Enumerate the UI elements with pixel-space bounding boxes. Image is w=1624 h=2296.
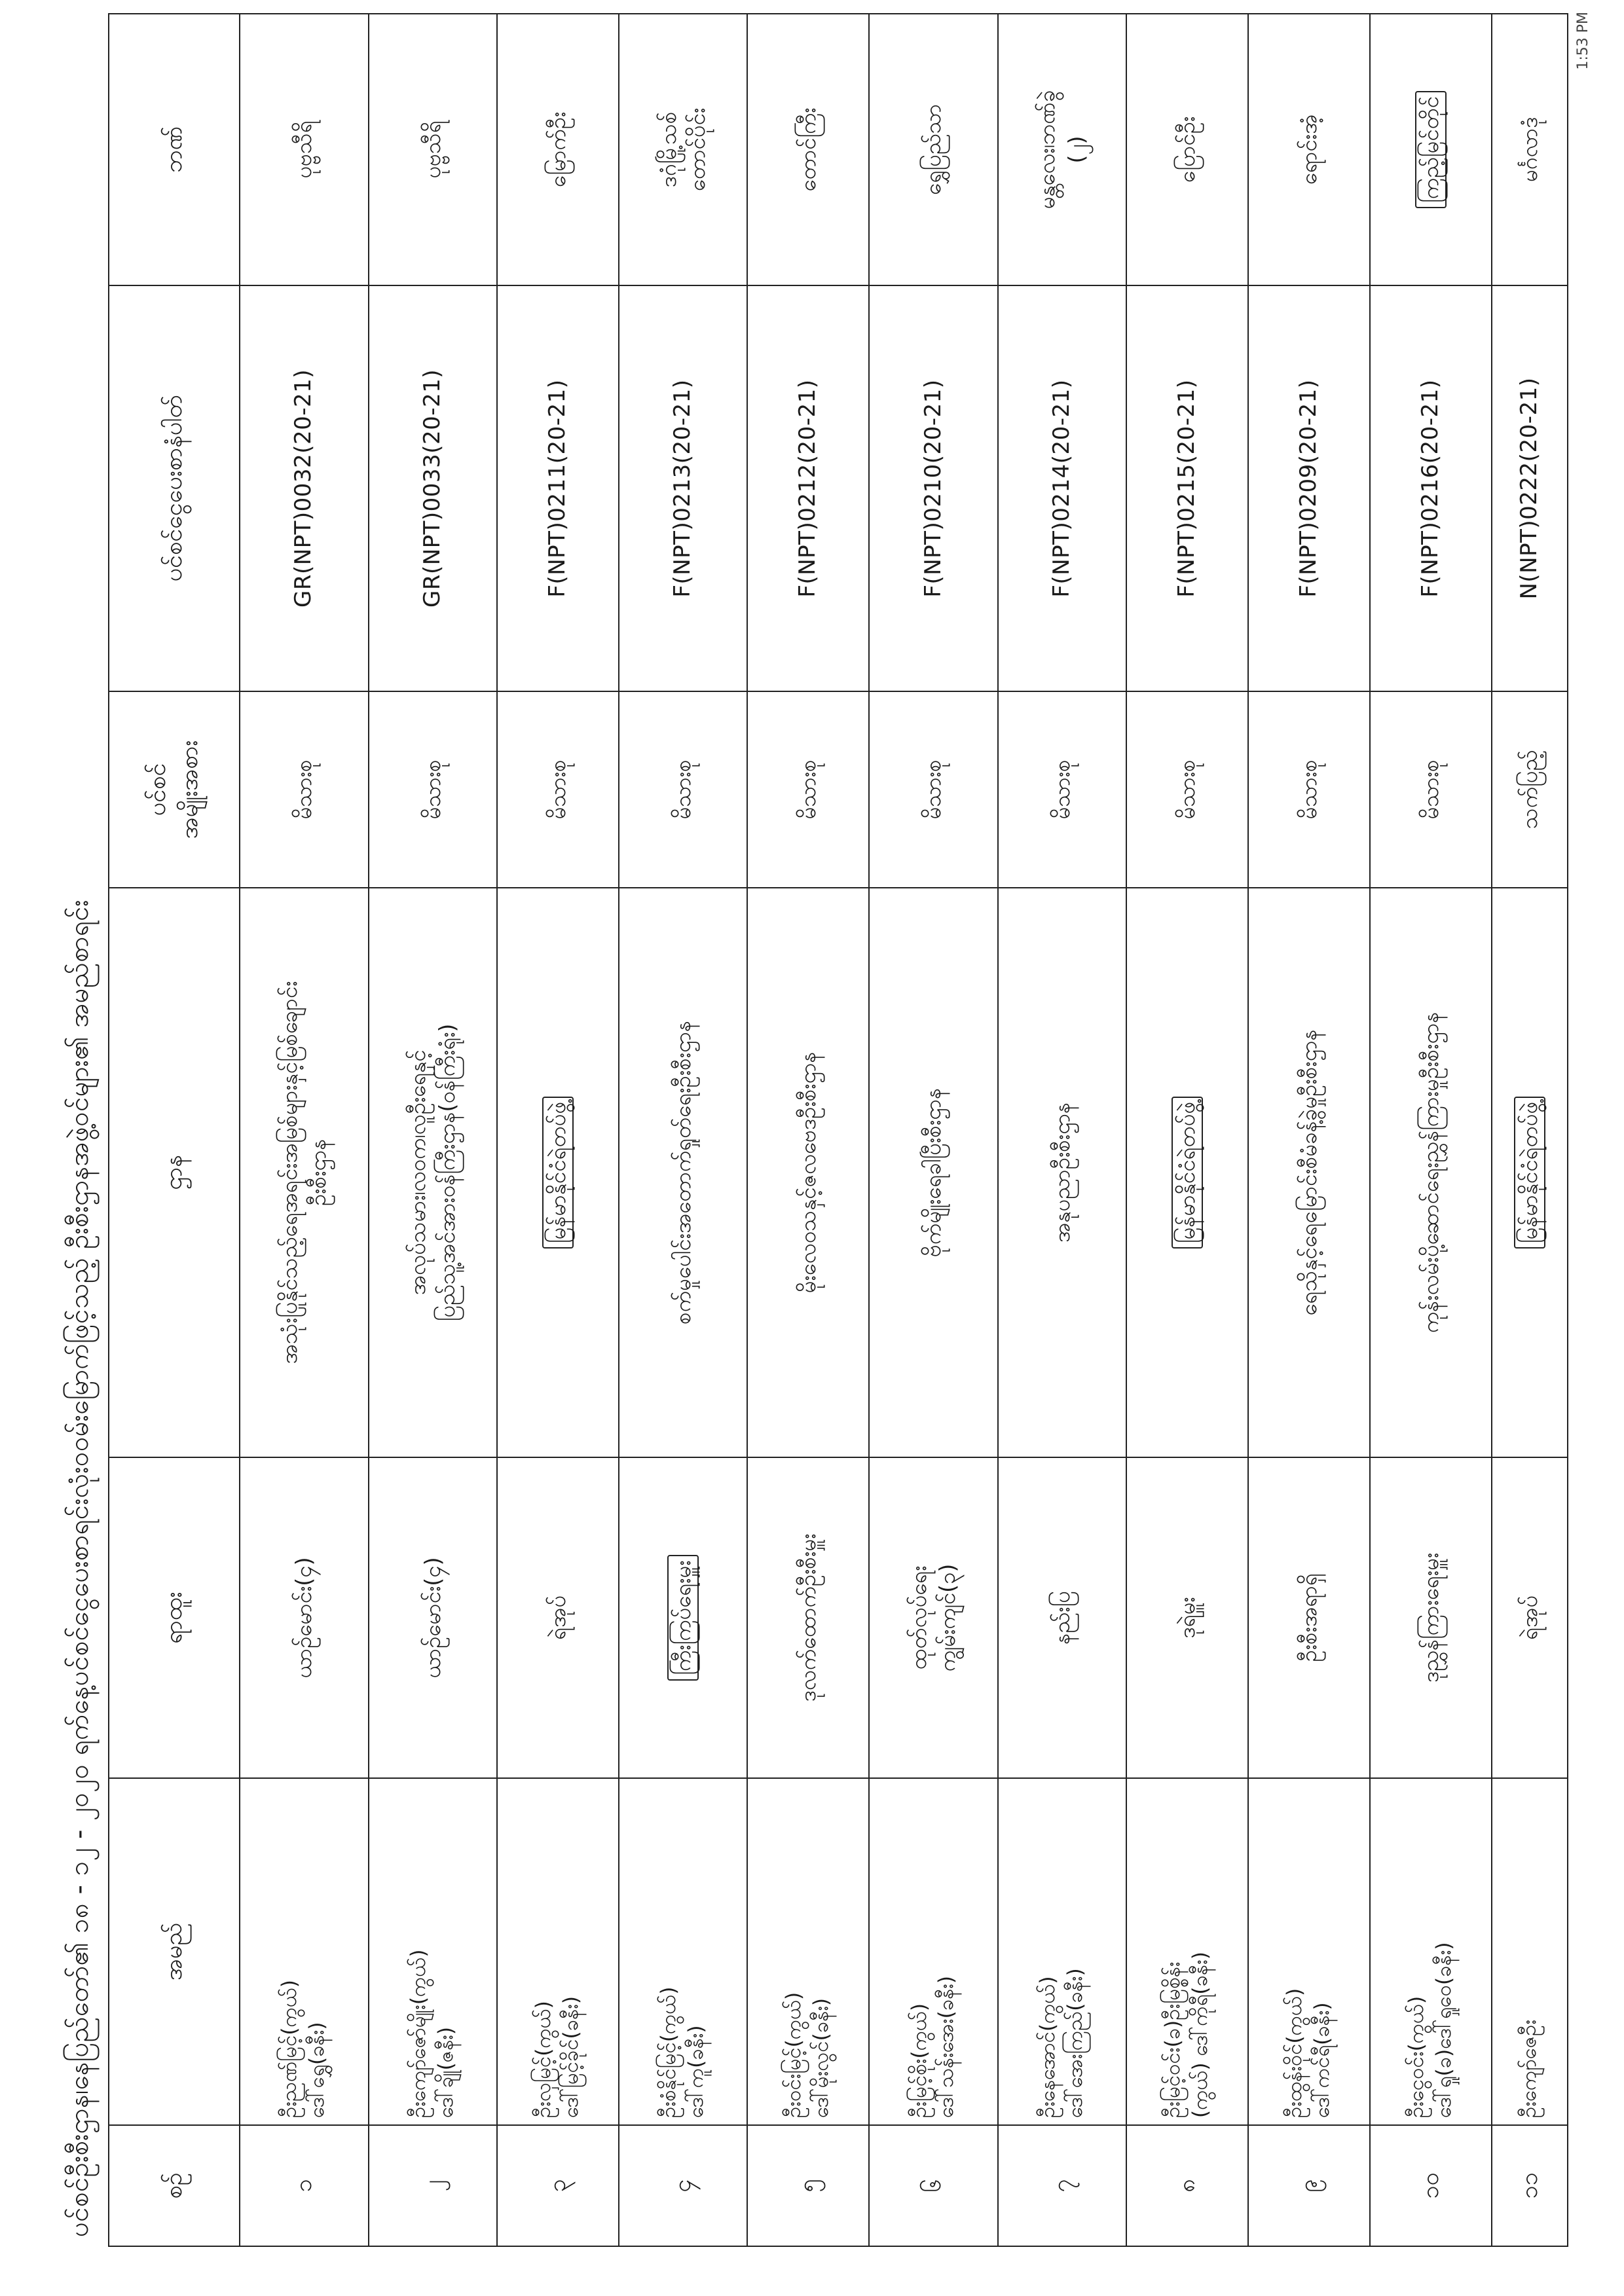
row-department: မိုးလေဝသနှင့်ဇလဗေဒဦးစီးဌာန <box>747 888 869 1457</box>
row-bank: မြောက်ဦး <box>497 14 619 285</box>
row-number: ၉ <box>1248 2125 1370 2246</box>
timestamp: 1:53 PM <box>1575 12 1591 70</box>
row-number: ၅ <box>747 2125 869 2246</box>
row-rank: ရဲအုပ် <box>1492 1457 1568 1778</box>
row-permit-number: F(NPT)0209(20-21) <box>1248 285 1370 691</box>
row-bank <box>1370 14 1492 285</box>
row-department: ကုန်းလမ်းပို့ဆောင်ရေးညွှန်ကြားမှုဦးစီးဌာန <box>1370 888 1492 1457</box>
row-number: ၂ <box>369 2125 498 2246</box>
row-bank: ပုဗ္ဗသီရိ <box>240 14 369 285</box>
row-pension-type: မိသားစု <box>1126 691 1248 888</box>
row-number: ၃ <box>497 2125 619 2246</box>
table-row <box>998 14 1127 2246</box>
row-pension-type: မိသားစု <box>747 691 869 888</box>
table-body <box>240 14 1568 2246</box>
row-rank: ရဲအုပ် <box>497 1457 619 1778</box>
row-bank: ပုဗ္ဗသီရိ <box>369 14 498 285</box>
row-name: ဦးဝင်းမြင့်(ကွယ်) ဒေါ်မိုးလွင်(ခနီး) <box>747 1778 869 2125</box>
row-permit-number: N(NPT)0222(20-21) <box>1492 285 1568 691</box>
row-pension-type: မိသားစု <box>497 691 619 888</box>
row-bank: ပြောင်ဦး <box>1126 14 1248 285</box>
row-rank-boxed-text: ကြီးကြပ်ရေးမှူး <box>667 1555 699 1680</box>
row-department: အသုံးပြုနိုင်သည့်ရေအရင်းအမြစ်များနှင့်မြစ်ချောင်း ဦးစီးဌာန <box>240 888 369 1457</box>
row-bank: တောင်ကြီး <box>747 14 869 285</box>
row-name: ဦးနေအောင်(ကွယ်) ဒေါ်အေးကြည်(ခနီး) <box>998 1778 1127 2125</box>
header-permit-number: ပင်စင်ငွေပေးစာနံပါတ် <box>109 285 240 691</box>
table-header-row <box>109 14 240 2246</box>
row-name: ဦးငွေဝင်း(ကွယ်) ဒေါ်ရှု(ခ)ဒေါ်ရှုဝေ(ခနီး) <box>1370 1778 1492 2125</box>
row-name: ဦးစံနိုင်မြင့်(ကွယ်) ဒေါ်ကူ(ခနီး) <box>619 1778 748 2125</box>
row-permit-number: F(NPT)0216(20-21) <box>1370 285 1492 691</box>
row-name: ဦးထွန်းဝိုင်(ကွယ်) ဒေါ်ကင်ရီ(ခနီး) <box>1248 1778 1370 2125</box>
row-rank: ဒုညွှန်ကြားရေးမှူး <box>1370 1457 1492 1778</box>
header-pension-type: ပင်စင် အမျိုးအစား <box>109 691 240 888</box>
row-number: ၁၁ <box>1492 2125 1568 2246</box>
row-pension-type: မိသားစု <box>1370 691 1492 888</box>
row-rank <box>619 1457 748 1778</box>
document-title: ပင်စင်ဦးစီးဌာန၊နေပြည်တော်၏ ၁၈ - ၁၂ - ၂၀၂၀ ရက်နေ့ပင်စင်ငွေပေးစာရင်းလုံးဝဝမ်းမြောက်ဖြင့်သည့် ဦးစီးဌာနအဖွဲ့ဝင်များ၏ အမည်စာရင်း <box>64 900 94 2237</box>
row-department <box>497 888 619 1457</box>
row-department: စက်မှုပေါင်းအတောက်ရှုတ်ရေးဦးစီးဌာန <box>619 888 748 1457</box>
row-permit-number: F(NPT)0215(20-21) <box>1126 285 1248 691</box>
row-name: ဦးလှမြင့်(ကွယ်) ဒေါ်မြင့်ခိုင်(ခနီး) <box>497 1778 619 2125</box>
row-pension-type: မိသားစု <box>369 691 498 888</box>
row-department: အနုပညာဦးစီးဌာန <box>998 888 1127 1457</box>
row-permit-number: F(NPT)0211(20-21) <box>497 285 619 691</box>
table-row <box>619 14 748 2246</box>
row-department <box>1126 888 1248 1457</box>
row-number: ၇ <box>998 2125 1127 2246</box>
row-rank: ဦးစီးအရာရှိ <box>1248 1457 1370 1778</box>
header-name: အမည် <box>109 1778 240 2125</box>
header-bank: ဘဏ် <box>109 14 240 285</box>
row-name: ဦးကျော်ဇေဦး <box>1492 1778 1568 2125</box>
row-rank: ဒုရဲမှူး <box>1126 1457 1248 1778</box>
row-permit-number: F(NPT)0210(20-21) <box>869 285 998 691</box>
row-department-boxed-text: မြန်မာနိုင်ငံရဲတပ်ဖွဲ့ <box>1514 1097 1546 1248</box>
row-pension-type: သက်ပြည့် <box>1492 691 1568 888</box>
row-name: ဦးညဏ်မြင့်(ကွယ်) ဒေါ်ရွှေ(ခနီး) <box>240 1778 369 2125</box>
row-bank: မန္တလေး၊ဘဏ်ခွဲ (၂) <box>998 14 1127 285</box>
row-bank-boxed-text: ကြည့်မြင်တိုင် <box>1415 91 1447 208</box>
table-row <box>1126 14 1248 2246</box>
row-department: အလုပ်သမား၊လဝက၊လူဦးရေနှင့် ပြည်သူ့အင်အားဝန်ကြီးဌာန(ဝန်ကြီးရုံး) <box>369 888 498 1457</box>
row-number: ၈ <box>1126 2125 1248 2246</box>
row-pension-type: မိသားစု <box>240 691 369 888</box>
header-rank: ရာထူး <box>109 1457 240 1778</box>
row-rank: နည်းပြ <box>998 1457 1127 1778</box>
row-name: ဦးမြင့်ဝင်း(ခ)ဦးမြစ္စိန်း (ကွယ်) ဒေါ်ကိုရီ(ခနီး) <box>1126 1778 1248 2125</box>
table-row <box>1492 14 1568 2246</box>
row-permit-number: F(NPT)0212(20-21) <box>747 285 869 691</box>
row-permit-number: F(NPT)0214(20-21) <box>998 285 1127 691</box>
row-rank: ဒုလက်ထောက်ဦးစီးမှူး <box>747 1457 869 1778</box>
table-row <box>1370 14 1492 2246</box>
row-number: ၆ <box>869 2125 998 2246</box>
row-department-boxed-text: မြန်မာနိုင်ငံရဲတပ်ဖွဲ့ <box>1172 1097 1204 1248</box>
row-name: ဦးမြင့်စိုး(ကွယ်) ဒေါ်သန်းအေး(ခနီး) <box>869 1778 998 2125</box>
table-row <box>747 14 869 2246</box>
table-row <box>869 14 998 2246</box>
header-department: ဌာန <box>109 888 240 1457</box>
pension-table <box>108 13 1568 2247</box>
row-rank: ယာဉ်မောင်း(၄) <box>240 1457 369 1778</box>
table-row <box>1248 14 1370 2246</box>
row-name: ဦးကျော်ဇော်မျိုး(ကွယ်) ဒေါ်ချို(ဇနီး) <box>369 1778 498 2125</box>
row-department: ရေသိုနှင့်ရေမြောင်းစီမံခန့်ခွဲမှုဦးစီးဌာန <box>1248 888 1370 1457</box>
row-department: ဗိုက်မျိုးရေခါပြီးစီးဌာန <box>869 888 998 1457</box>
row-bank: ရောင်းအံ့ <box>1248 14 1370 285</box>
row-permit-number: GR(NPT)0032(20-21) <box>240 285 369 691</box>
row-pension-type: မိသားစု <box>869 691 998 888</box>
row-department <box>1492 888 1568 1457</box>
row-bank: မင်္ဂလာဒုံ <box>1492 14 1568 285</box>
table-row <box>369 14 498 2246</box>
row-number: ၁ <box>240 2125 369 2246</box>
row-pension-type: မိသားစု <box>619 691 748 888</box>
row-department-boxed-text: မြန်မာနိုင်ငံရဲတပ်ဖွဲ့ <box>542 1097 574 1248</box>
row-pension-type: မိသားစု <box>998 691 1127 888</box>
row-rank: ထုတ်လုပ်ရေး ကျွမ်းကျင်(၃) <box>869 1457 998 1778</box>
row-permit-number: GR(NPT)0033(20-21) <box>369 285 498 691</box>
table-row <box>240 14 369 2246</box>
row-bank: ရွှေပြည်သာ <box>869 14 998 285</box>
row-permit-number: F(NPT)0213(20-21) <box>619 285 748 691</box>
row-number: ၄ <box>619 2125 748 2246</box>
row-number: ၁၀ <box>1370 2125 1492 2246</box>
row-rank: ယာဉ်မောင်း(၄) <box>369 1457 498 1778</box>
row-bank: ဒဂုံမြို့သစ် တောင်ပိုင်း <box>619 14 748 285</box>
row-pension-type: မိသားစု <box>1248 691 1370 888</box>
table-row <box>497 14 619 2246</box>
header-no: စဉ် <box>109 2125 240 2246</box>
